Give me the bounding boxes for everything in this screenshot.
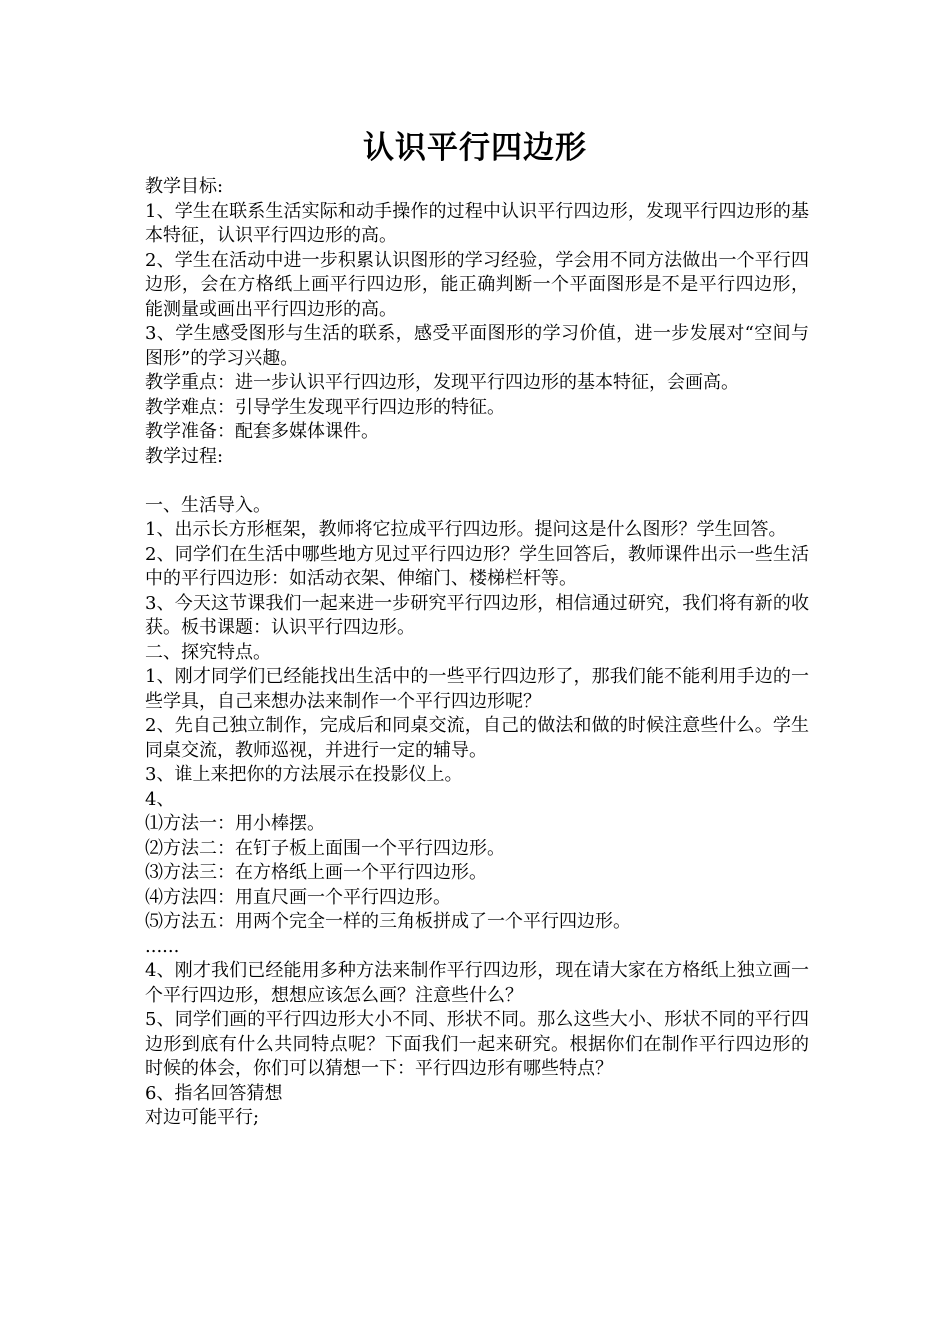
paragraph: 2、先自己独立制作，完成后和同桌交流，自己的做法和做的时候注意些什么。学生同桌交流，教师巡视，并进行一定的辅导。 bbox=[145, 715, 809, 761]
paragraph: 教学难点：引导学生发现平行四边形的特征。 bbox=[145, 396, 505, 418]
paragraph: 4、 bbox=[145, 788, 175, 810]
paragraph: ⑵方法二：在钉子板上面围一个平行四边形。 bbox=[145, 837, 505, 859]
paragraph: 2、同学们在生活中哪些地方见过平行四边形？学生回答后，教师课件出示一些生活中的平行四边形：如活动衣架、伸缩门、楼梯栏杆等。 bbox=[145, 543, 809, 589]
paragraph: 一、生活导入。 bbox=[145, 494, 271, 516]
paragraph: 6、指名回答猜想 bbox=[145, 1082, 283, 1104]
paragraph: ⑷方法四：用直尺画一个平行四边形。 bbox=[145, 886, 451, 908]
paragraph: ⑶方法三：在方格纸上画一个平行四边形。 bbox=[145, 862, 487, 883]
paragraph: 5、同学们画的平行四边形大小不同、形状不同。那么这些大小、形状不同的平行四边形到底有什么共同特点呢？下面我们一起来研究。根据你们在制作平行四边形的时候的体会，你们可以猜想一下：平行四边形有哪些特点？ bbox=[145, 1009, 809, 1079]
paragraph: ...... bbox=[145, 935, 180, 957]
paragraph: 教学重点：进一步认识平行四边形，发现平行四边形的基本特征，会画高。 bbox=[145, 372, 739, 393]
paragraph: ⑴方法一：用小棒摆。 bbox=[145, 813, 325, 834]
paragraph: 1、学生在联系生活实际和动手操作的过程中认识平行四边形，发现平行四边形的基本特征，认识平行四边形的高。 bbox=[145, 200, 809, 246]
paragraph: 2、学生在活动中进一步积累认识图形的学习经验，学会用不同方法做出一个平行四边形，会在方格纸上画平行四边形，能正确判断一个平面图形是不是平行四边形，能测量或画出平行四边形的高。 bbox=[145, 249, 809, 320]
paragraph: 对边可能平行; bbox=[145, 1107, 260, 1128]
paragraph: 二、探究特点。 bbox=[145, 641, 271, 663]
document-title: 认识平行四边形 bbox=[363, 130, 587, 166]
document-body bbox=[145, 175, 809, 1131]
paragraph: ⑸方法五：用两个完全一样的三角板拼成了一个平行四边形。 bbox=[145, 911, 631, 932]
paragraph: 教学过程: bbox=[145, 445, 224, 467]
paragraph: 教学准备：配套多媒体课件。 bbox=[145, 421, 379, 442]
paragraph: 4、刚才我们已经能用多种方法来制作平行四边形，现在请大家在方格纸上独立画一个平行四边形，想想应该怎么画？注意些什么？ bbox=[145, 960, 809, 1006]
paragraph: 3、今天这节课我们一起来进一步研究平行四边形，相信通过研究，我们将有新的收获。板书课题：认识平行四边形。 bbox=[145, 592, 809, 638]
paragraph: 1、刚才同学们已经能找出生活中的一些平行四边形了，那我们能不能利用手边的一些学具，自己来想办法来制作一个平行四边形呢？ bbox=[145, 666, 809, 712]
paragraph: 教学目标: bbox=[145, 176, 224, 197]
paragraph: 3、谁上来把你的方法展示在投影仪上。 bbox=[145, 764, 463, 785]
blank-line bbox=[145, 469, 809, 494]
paragraph: 1、出示长方形框架，教师将它拉成平行四边形。提问这是什么图形？学生回答。 bbox=[145, 519, 787, 540]
paragraph: 3、学生感受图形与生活的联系，感受平面图形的学习价值，进一步发展对“空间与图形”的学习兴趣。 bbox=[145, 323, 809, 369]
